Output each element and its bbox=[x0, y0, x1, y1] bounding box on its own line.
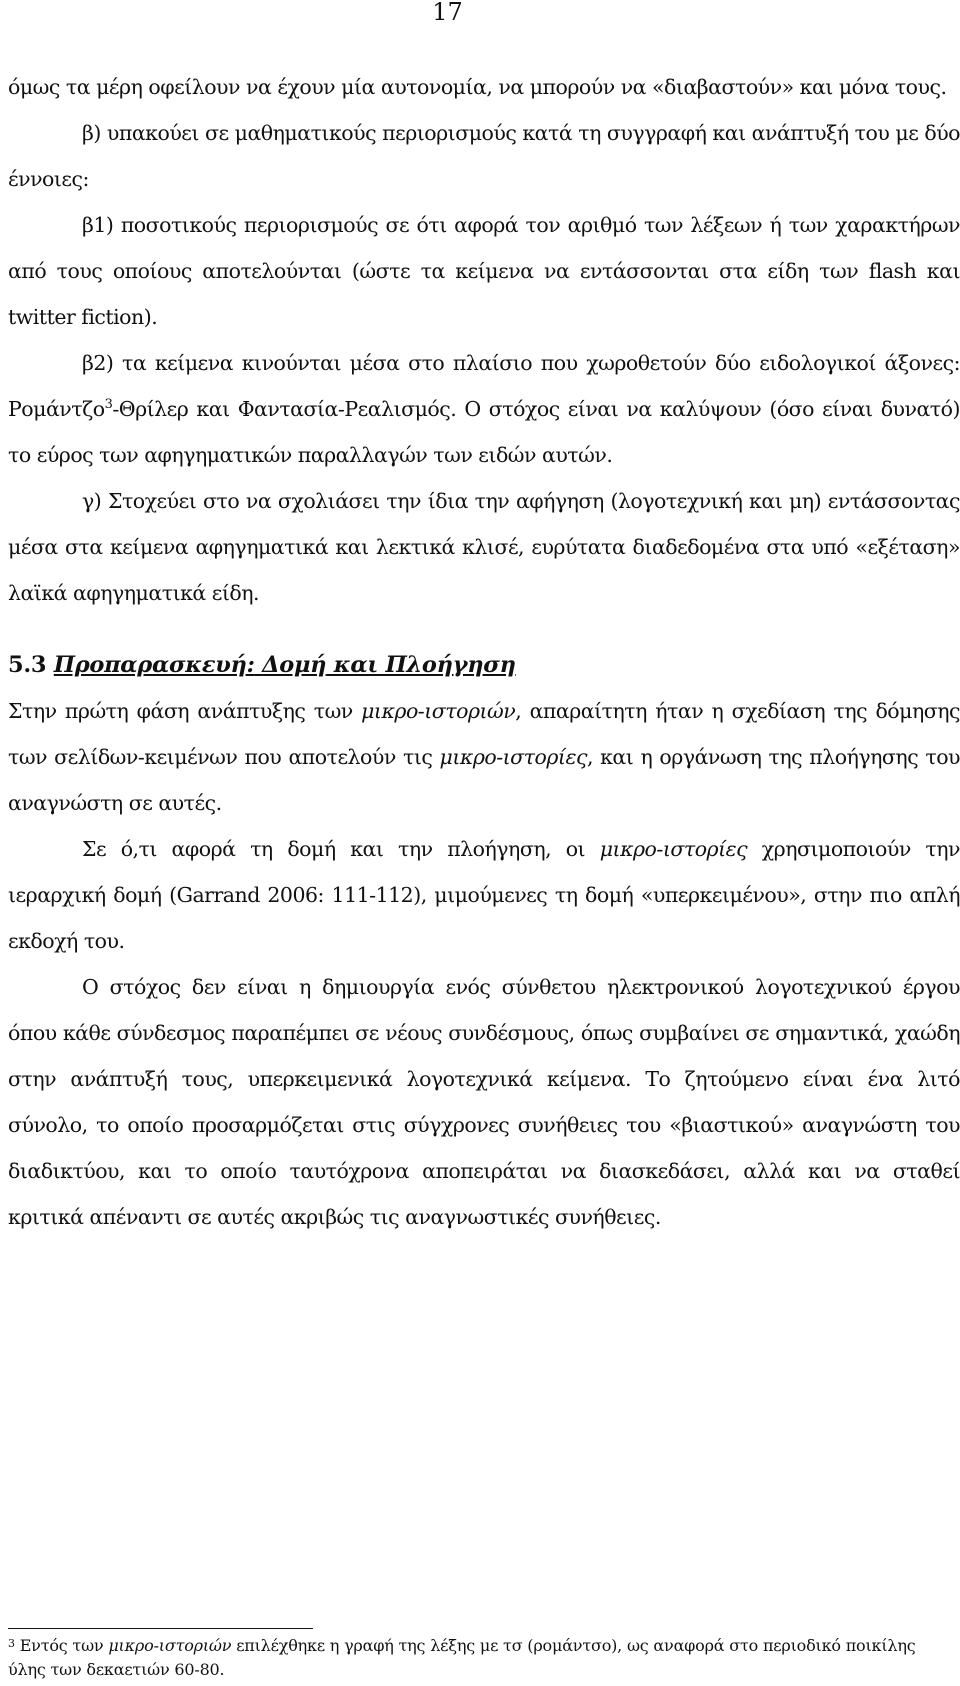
emphasis: μικρο-ιστοριών bbox=[361, 699, 516, 723]
footnote-divider bbox=[8, 1628, 313, 1629]
footnote-text: επιλέχθηκε η γραφή της λέξης με τσ (ρομάντσο), ως αναφορά στο περιοδικό ποικίλης ύλης των δεκαετιών 60-80. bbox=[8, 1636, 916, 1679]
paragraph-beta2-text-b: -Θρίλερ και Φαντασία-Ρεαλισμός. Ο στόχος είναι να καλύψουν (όσο είναι δυνατό) το εύρος των αφηγηματικών παραλλαγών των ειδών αυτών. bbox=[8, 397, 960, 467]
text-span: , απαραίτητη ήταν η σχεδίαση της δόμησης των σελίδων-κειμένων που αποτελούν τις bbox=[8, 699, 960, 769]
footnote-emphasis: μικρο-ιστοριών bbox=[108, 1636, 232, 1655]
section-paragraph-3: Ο στόχος δεν είναι η δημιουργία ενός σύνθετου ηλεκτρονικού λογοτεχνικού έργου όπου κάθε σύνδεσμος παραπέμπει σε νέους συνδέσμους, όπως συμβαίνει σε σημαντικά, χαώδη στην ανάπτυξή τους, υπερκειμενικά λογοτεχνικά κείμενα. Το ζητούμενο είναι ένα λιτό σύνολο, το οποίο προσαρμόζεται στις σύγχρονες συνήθειες του «βιαστικού» αναγνώστη του διαδικτύου, και το οποίο ταυτόχρονα αποπειράται να διασκεδάσει, αλλά και να σταθεί κριτικά απέναντι σε αυτές ακριβώς τις αναγνωστικές συνήθειες. bbox=[8, 975, 960, 1229]
paragraph-continuation: όμως τα μέρη οφείλουν να έχουν μία αυτονομία, να μπορούν να «διαβαστούν» και μόνα τους. bbox=[8, 75, 947, 99]
paragraph-beta1: β1) ποσοτικούς περιορισμούς σε ότι αφορά τον αριθμό των λέξεων ή των χαρακτήρων από τους οποίους αποτελούνται (ώστε τα κείμενα να εντάσσονται στα είδη των flash και twitter fiction). bbox=[8, 213, 960, 329]
paragraph-gamma: γ) Στοχεύει στο να σχολιάσει την ίδια την αφήγηση (λογοτεχνική και μη) εντάσσοντας μέσα στα κείμενα αφηγηματικά και λεκτικά κλισέ, ευρύτατα διαδεδομένα στα υπό «εξέταση» λαϊκά αφηγηματικά είδη. bbox=[8, 489, 960, 605]
paragraph-beta2-text-a: β2) τα κείμενα κινούνται μέσα στο πλαίσιο που χωροθετούν δύο ειδολογικοί άξονες: Ρομάντζο bbox=[8, 351, 960, 421]
footnote-reference: 3 bbox=[104, 397, 113, 412]
paragraph-beta: β) υπακούει σε μαθηματικούς περιορισμούς κατά τη συγγραφή και ανάπτυξή του με δύο έννοιες: bbox=[8, 121, 960, 191]
section-title-space bbox=[255, 652, 263, 678]
text-span: χρησιμοποιούν την ιεραρχική δομή (Garrand 2006: 111-112), μιμούμενες τη δομή «υπερκειμένου», στην πιο απλή εκδοχή του. bbox=[8, 837, 960, 953]
page-number: 17 bbox=[432, 0, 463, 26]
section-number: 5.3 bbox=[8, 652, 54, 678]
section-heading bbox=[8, 642, 960, 688]
section-title-part3: και Πλοήγηση bbox=[326, 652, 516, 678]
section-paragraph-2 bbox=[8, 826, 960, 964]
paragraph-beta2 bbox=[8, 340, 960, 478]
footnote-text: Εντός των bbox=[14, 1636, 109, 1655]
text-span: Στην πρώτη φάση ανάπτυξης των bbox=[8, 699, 362, 723]
text-span: , και η οργάνωση της πλοήγησης του αναγνώστη σε αυτές. bbox=[8, 745, 960, 815]
footnote-mark: 3 bbox=[8, 1637, 15, 1650]
emphasis: μικρο-ιστορίες bbox=[439, 745, 587, 769]
section-title-part2: Δομή bbox=[262, 652, 327, 678]
footnote bbox=[8, 1634, 933, 1682]
text-span: Σε ό,τι αφορά τη δομή και την πλοήγηση, οι bbox=[82, 837, 600, 861]
section-paragraph-1 bbox=[8, 688, 960, 826]
document-body bbox=[8, 64, 960, 1240]
emphasis: μικρο-ιστορίες bbox=[599, 837, 748, 861]
section-title-part1: Προπαρασκευή: bbox=[53, 652, 255, 678]
